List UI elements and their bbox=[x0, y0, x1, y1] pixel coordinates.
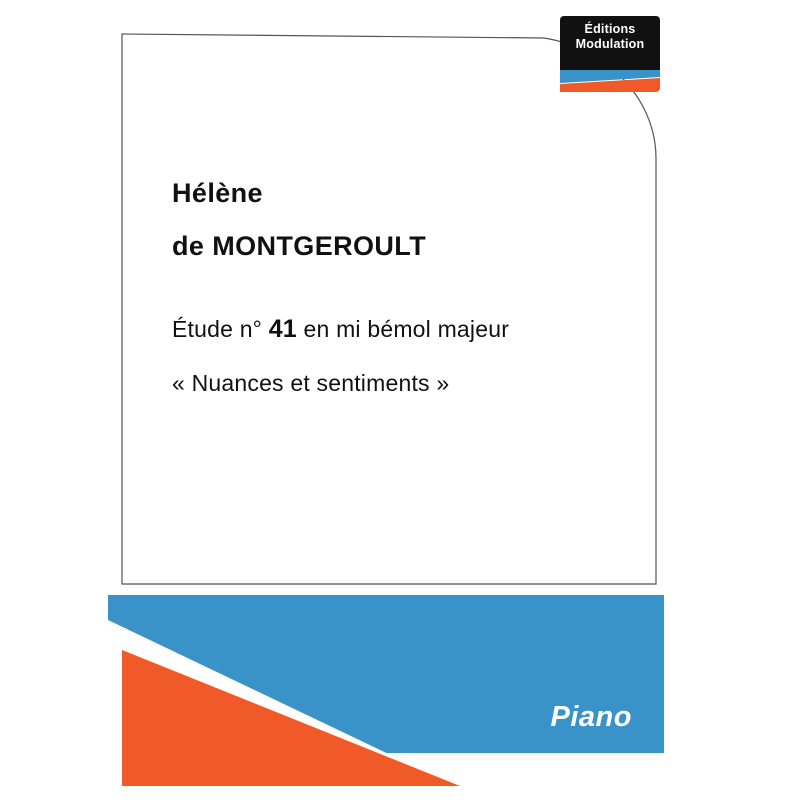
publisher-logo bbox=[560, 16, 660, 88]
work-title-suffix: en mi bémol majeur bbox=[303, 316, 510, 342]
cover-outline-shape bbox=[108, 8, 664, 592]
publisher-line2: Modulation bbox=[575, 37, 645, 51]
work-number: 41 bbox=[268, 315, 297, 343]
composer-first-name: Hélène bbox=[172, 178, 263, 208]
band-graphic bbox=[108, 590, 664, 792]
work-title bbox=[172, 315, 642, 344]
publisher-line1: Éditions bbox=[584, 22, 636, 36]
logo-stripes bbox=[560, 70, 660, 92]
work-title-prefix: Étude n° bbox=[172, 316, 263, 342]
instrument-label: Piano bbox=[550, 701, 632, 733]
logo-text bbox=[560, 22, 660, 52]
work-subtitle: « Nuances et sentiments » bbox=[172, 370, 450, 396]
composer-last-name: de MONTGEROULT bbox=[172, 231, 427, 261]
composer-name bbox=[172, 178, 642, 262]
cover-bottom-band bbox=[108, 590, 664, 792]
